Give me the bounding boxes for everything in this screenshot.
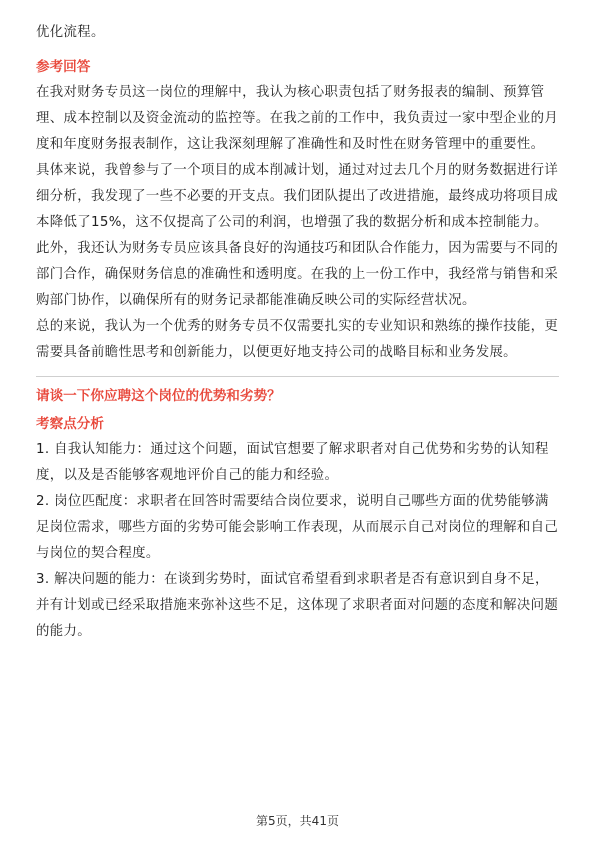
document-page xyxy=(36,20,559,645)
answer-paragraph: 总的来说，我认为一个优秀的财务专员不仅需要扎实的专业知识和熟练的操作技能，更需要具备前瞻性思考和创新能力，以便更好地支持公司的战略目标和业务发展。 xyxy=(36,319,559,360)
reference-answer-body xyxy=(36,80,559,366)
answer-paragraph: 此外，我还认为财务专员应该具备良好的沟通技巧和团队合作能力，因为需要与不同的部门合作，确保财务信息的准确性和透明度。在我的上一份工作中，我经常与销售和采购部门协作，以确保所有的财务记录都能准确反映公司的实际经营状况。 xyxy=(36,241,559,308)
answer-paragraph: 在我对财务专员这一岗位的理解中，我认为核心职责包括了财务报表的编制、预算管理、成本控制以及资金流动的监控等。在我之前的工作中，我负责过一家中型企业的月度和年度财务报表制作，这让我深刻理解了准确性和及时性在财务管理中的重要性。 xyxy=(36,85,559,152)
answer-paragraph: 具体来说，我曾参与了一个项目的成本削减计划，通过对过去几个月的财务数据进行详细分析，我发现了一些不必要的开支点。我们团队提出了改进措施，最终成功将项目成本降低了15%，这不仅提高了公司的利润，也增强了我的数据分析和成本控制能力。 xyxy=(36,163,559,230)
analysis-point: 2. 岗位匹配度：求职者在回答时需要结合岗位要求，说明自己哪些方面的优势能够满足岗位需求，哪些方面的劣势可能会影响工作表现，从而展示自己对岗位的理解和自己与岗位的契合程度。 xyxy=(36,494,559,561)
section-divider xyxy=(36,376,559,377)
analysis-point: 1. 自我认知能力：通过这个问题，面试官想要了解求职者对自己优势和劣势的认知程度，以及是否能够客观地评价自己的能力和经验。 xyxy=(36,442,549,483)
analysis-points xyxy=(36,437,559,645)
question-title: 请谈一下你应聘这个岗位的优势和劣势？ xyxy=(36,388,281,404)
reference-answer-heading: 参考回答 xyxy=(36,59,91,75)
intro-tail-text: 优化流程。 xyxy=(36,25,105,40)
page-number: 第5页，共41页 xyxy=(256,814,339,828)
analysis-heading: 考察点分析 xyxy=(36,416,104,432)
analysis-point: 3. 解决问题的能力：在谈到劣势时，面试官希望看到求职者是否有意识到自身不足，并有计划或已经采取措施来弥补这些不足，这体现了求职者面对问题的态度和解决问题的能力。 xyxy=(36,572,559,639)
